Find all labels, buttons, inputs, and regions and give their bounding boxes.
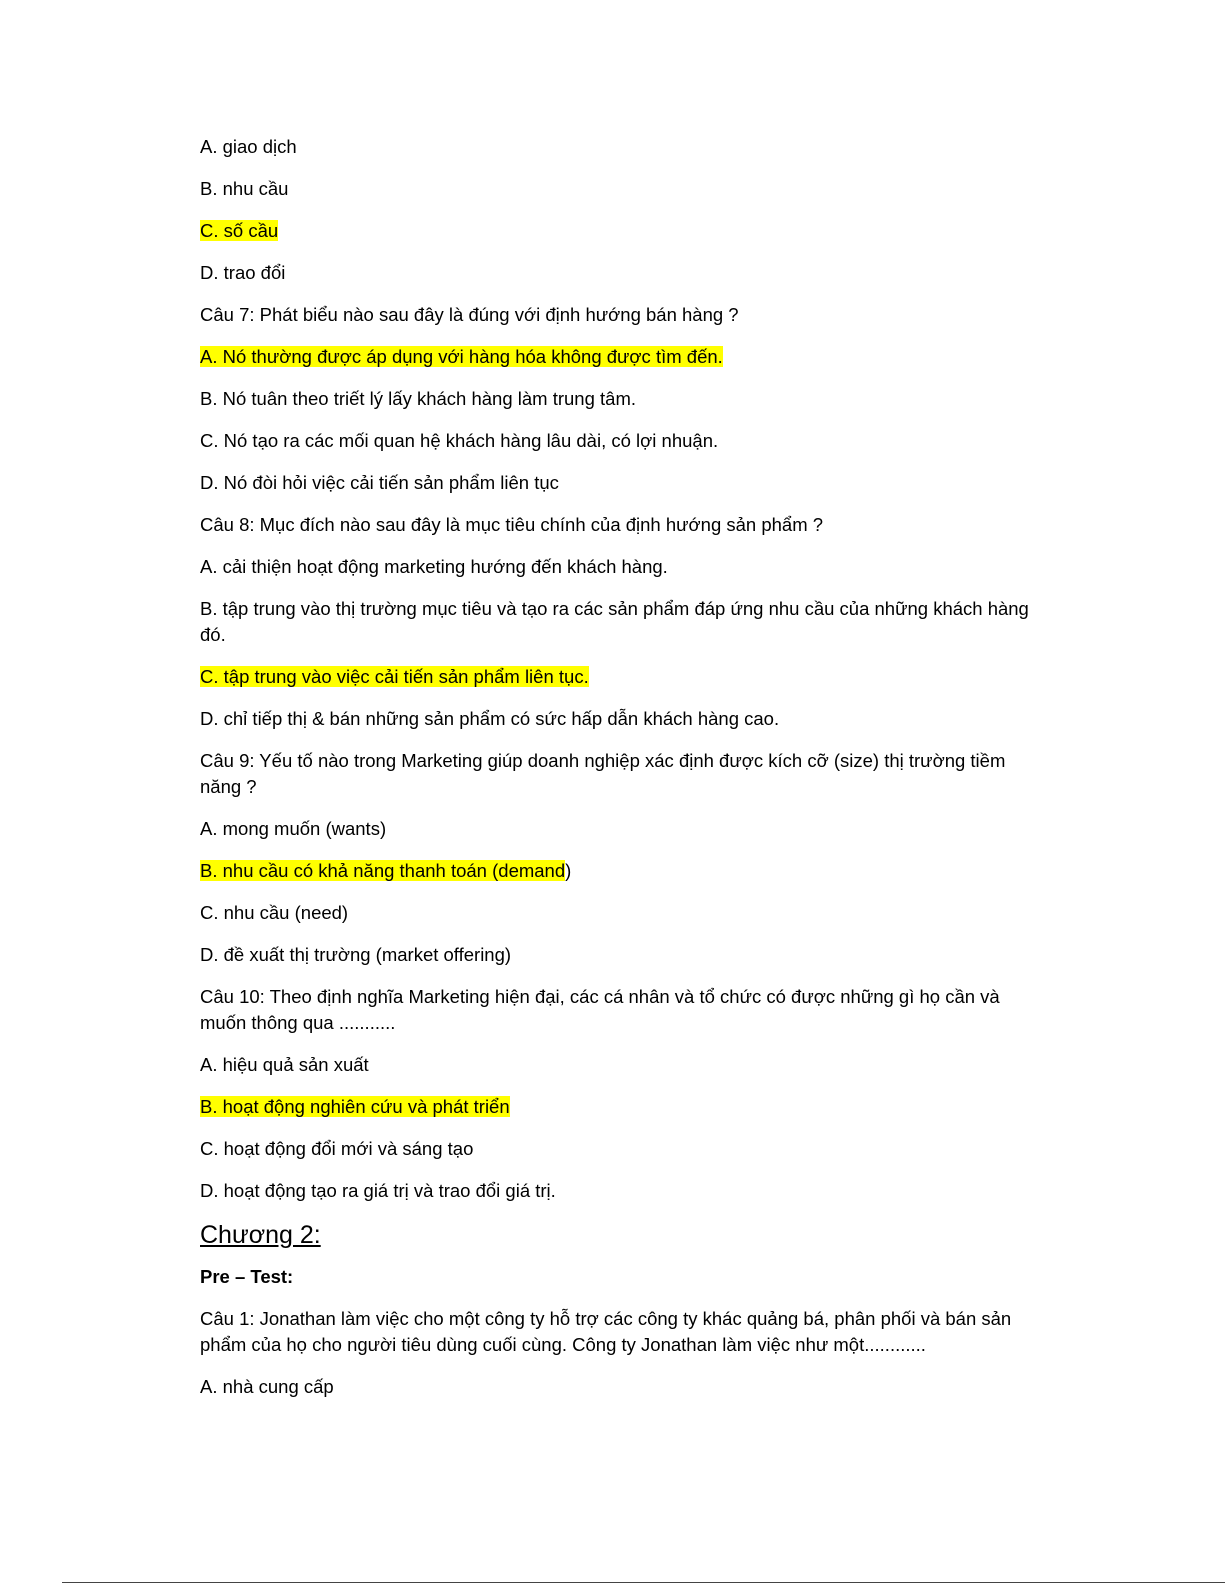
answer-option [200, 1374, 1042, 1400]
question [200, 984, 1042, 1036]
answer-option [200, 1178, 1042, 1204]
document-body [200, 134, 1042, 1416]
text-run: A. giao dịch [200, 136, 297, 157]
text-run: Câu 7: Phát biểu nào sau đây là đúng với định hướng bán hàng ? [200, 304, 739, 325]
answer-option-highlighted [200, 344, 1042, 370]
question [200, 302, 1042, 328]
section-heading [200, 1264, 1042, 1290]
text-run: D. đề xuất thị trường (market offering) [200, 944, 512, 965]
text-run: Câu 8: Mục đích nào sau đây là mục tiêu chính của định hướng sản phẩm ? [200, 514, 824, 535]
text-run: A. Nó thường được áp dụng với hàng hóa không được tìm đến. [200, 346, 723, 367]
answer-option [200, 470, 1042, 496]
question [200, 748, 1042, 800]
answer-option-highlighted [200, 858, 1042, 884]
answer-option [200, 260, 1042, 286]
answer-option [200, 1136, 1042, 1162]
text-run: Câu 9: Yếu tố nào trong Marketing giúp doanh nghiệp xác định được kích cỡ (size) thị trường tiềm năng ? [200, 750, 1006, 797]
text-run: C. hoạt động đổi mới và sáng tạo [200, 1138, 474, 1159]
text-run: Câu 10: Theo định nghĩa Marketing hiện đại, các cá nhân và tổ chức có được những gì họ cần và muốn thông qua ........... [200, 986, 1000, 1033]
answer-option-highlighted [200, 1094, 1042, 1120]
answer-option-highlighted [200, 664, 1042, 690]
chapter-heading [200, 1220, 1042, 1250]
text-run: Pre – Test: [200, 1266, 294, 1287]
answer-option [200, 1052, 1042, 1078]
answer-option [200, 554, 1042, 580]
page-bottom-rule [62, 1582, 1225, 1583]
answer-option [200, 134, 1042, 160]
answer-option [200, 176, 1042, 202]
text-run: Câu 1: Jonathan làm việc cho một công ty hỗ trợ các công ty khác quảng bá, phân phối và bán sản phẩm của họ cho người tiêu dùng cuối cùng. Công ty Jonathan làm việc như một............ [200, 1308, 1012, 1355]
text-run: A. hiệu quả sản xuất [200, 1054, 369, 1075]
answer-option [200, 706, 1042, 732]
answer-option [200, 428, 1042, 454]
question [200, 1306, 1042, 1358]
answer-option [200, 942, 1042, 968]
text-run: C. tập trung vào việc cải tiến sản phẩm liên tục. [200, 666, 589, 687]
plain-text: ) [565, 860, 572, 881]
answer-option [200, 900, 1042, 926]
question [200, 512, 1042, 538]
text-run: D. trao đổi [200, 262, 286, 283]
text-run: D. hoạt động tạo ra giá trị và trao đổi giá trị. [200, 1180, 556, 1201]
text-run: A. mong muốn (wants) [200, 818, 387, 839]
text-run: C. nhu cầu (need) [200, 902, 349, 923]
text-run: B. nhu cầu [200, 178, 289, 199]
answer-option-highlighted [200, 218, 1042, 244]
answer-option [200, 386, 1042, 412]
text-run: D. Nó đòi hỏi việc cải tiến sản phẩm liên tục [200, 472, 559, 493]
answer-option [200, 816, 1042, 842]
text-run: C. Nó tạo ra các mối quan hệ khách hàng lâu dài, có lợi nhuận. [200, 430, 719, 451]
text-run: B. tập trung vào thị trường mục tiêu và tạo ra các sản phẩm đáp ứng nhu cầu của những khách hàng đó. [200, 598, 1029, 645]
text-run: Chương 2: [200, 1221, 321, 1249]
text-run: B. hoạt động nghiên cứu và phát triển [200, 1096, 510, 1117]
text-run: B. Nó tuân theo triết lý lấy khách hàng làm trung tâm. [200, 388, 637, 409]
text-run: A. nhà cung cấp [200, 1376, 334, 1397]
text-run: A. cải thiện hoạt động marketing hướng đến khách hàng. [200, 556, 668, 577]
text-run: C. số cầu [200, 220, 279, 241]
text-run: D. chỉ tiếp thị & bán những sản phẩm có sức hấp dẫn khách hàng cao. [200, 708, 780, 729]
answer-option [200, 596, 1042, 648]
highlighted-text: B. nhu cầu có khả năng thanh toán (demand [200, 860, 566, 881]
